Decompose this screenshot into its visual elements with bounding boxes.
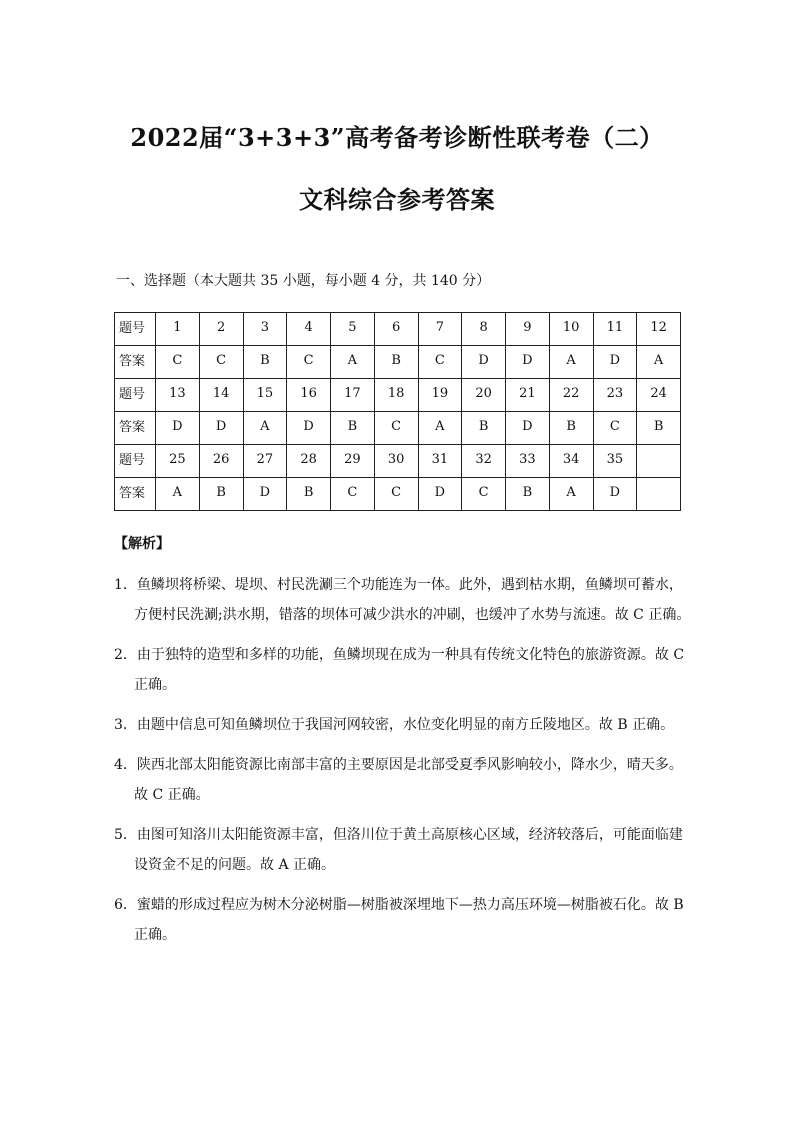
row-label: 答案	[115, 478, 156, 511]
answer-table-row	[115, 379, 681, 412]
question-number-cell: 10	[549, 313, 593, 346]
question-number-cell: 20	[462, 379, 506, 412]
question-number-cell: 30	[374, 445, 418, 478]
answer-cell: B	[549, 412, 593, 445]
row-label: 答案	[115, 412, 156, 445]
question-number-cell: 21	[506, 379, 550, 412]
question-number-cell: 24	[637, 379, 681, 412]
answer-cell: C	[462, 478, 506, 511]
question-number-cell: 33	[506, 445, 550, 478]
explanation-item: 4．陕西北部太阳能资源比南部丰富的主要原因是北部受夏季风影响较小，降水少，晴天多。故 C 正确。	[114, 757, 683, 803]
question-number-cell: 34	[549, 445, 593, 478]
question-number-cell: 18	[374, 379, 418, 412]
answer-cell: A	[331, 346, 375, 379]
answer-cell: C	[593, 412, 637, 445]
question-number-cell: 14	[199, 379, 243, 412]
question-number-cell: 3	[243, 313, 287, 346]
answer-cell: C	[156, 346, 200, 379]
explanation-list	[114, 570, 694, 960]
document-title: 2022届“3+3+3”高考备考诊断性联考卷（二）	[130, 123, 664, 152]
answer-cell: B	[506, 478, 550, 511]
answer-table-row	[115, 346, 681, 379]
question-number-cell: 26	[199, 445, 243, 478]
answer-table	[114, 312, 681, 511]
answer-cell: B	[331, 412, 375, 445]
answer-table-row	[115, 412, 681, 445]
answer-cell: C	[287, 346, 331, 379]
explanation-item: 5．由图可知洛川太阳能资源丰富，但洛川位于黄土高原核心区域，经济较落后，可能面临建设资金不足的问题。故 A 正确。	[114, 827, 683, 873]
answer-cell: A	[549, 346, 593, 379]
question-number-cell: 19	[418, 379, 462, 412]
answer-cell: B	[287, 478, 331, 511]
question-number-cell: 7	[418, 313, 462, 346]
answer-cell: B	[637, 412, 681, 445]
answer-cell: A	[637, 346, 681, 379]
answer-table-row	[115, 313, 681, 346]
answer-table-row	[115, 478, 681, 511]
question-number-cell: 27	[243, 445, 287, 478]
question-number-cell: 28	[287, 445, 331, 478]
question-number-cell: 35	[593, 445, 637, 478]
answer-cell: D	[243, 478, 287, 511]
answer-cell: A	[156, 478, 200, 511]
question-number-cell	[637, 445, 681, 478]
question-number-cell: 22	[549, 379, 593, 412]
answer-cell: C	[418, 346, 462, 379]
analysis-heading: 【解析】	[114, 536, 170, 552]
row-label: 题号	[115, 313, 156, 346]
answer-cell: C	[199, 346, 243, 379]
question-number-cell: 12	[637, 313, 681, 346]
question-number-cell: 4	[287, 313, 331, 346]
explanation-item: 3．由题中信息可知鱼鳞坝位于我国河网较密，水位变化明显的南方丘陵地区。故 B 正确。	[114, 717, 675, 733]
answer-cell: D	[593, 478, 637, 511]
answer-cell: A	[418, 412, 462, 445]
explanation-item: 1．鱼鳞坝将桥梁、堤坝、村民洗涮三个功能连为一体。此外，遇到枯水期，鱼鳞坝可蓄水，方便村民洗涮;洪水期，错落的坝体可减少洪水的冲刷，也缓冲了水势与流速。故 C 正确。	[114, 577, 691, 623]
question-number-cell: 16	[287, 379, 331, 412]
explanation-item: 6．蜜蜡的形成过程应为树木分泌树脂—树脂被深埋地下—热力高压环境—树脂被石化。故 B 正确。	[114, 897, 684, 943]
question-number-cell: 29	[331, 445, 375, 478]
answer-cell: A	[243, 412, 287, 445]
row-label: 题号	[115, 445, 156, 478]
question-number-cell: 1	[156, 313, 200, 346]
answer-cell: B	[243, 346, 287, 379]
answer-table-row	[115, 445, 681, 478]
question-number-cell: 32	[462, 445, 506, 478]
question-number-cell: 13	[156, 379, 200, 412]
answer-cell: B	[462, 412, 506, 445]
answer-cell: C	[374, 478, 418, 511]
question-number-cell: 11	[593, 313, 637, 346]
question-number-cell: 6	[374, 313, 418, 346]
answer-cell	[637, 478, 681, 511]
row-label: 题号	[115, 379, 156, 412]
question-number-cell: 23	[593, 379, 637, 412]
section-heading: 一、选择题（本大题共 35 小题，每小题 4 分，共 140 分）	[116, 273, 491, 289]
question-number-cell: 5	[331, 313, 375, 346]
answer-cell: D	[593, 346, 637, 379]
answer-cell: D	[418, 478, 462, 511]
question-number-cell: 31	[418, 445, 462, 478]
answer-cell: C	[374, 412, 418, 445]
answer-cell: A	[549, 478, 593, 511]
question-number-cell: 15	[243, 379, 287, 412]
answer-cell: D	[506, 346, 550, 379]
question-number-cell: 9	[506, 313, 550, 346]
answer-cell: D	[199, 412, 243, 445]
row-label: 答案	[115, 346, 156, 379]
question-number-cell: 17	[331, 379, 375, 412]
document-subtitle: 文科综合参考答案	[299, 185, 495, 214]
answer-cell: D	[287, 412, 331, 445]
question-number-cell: 2	[199, 313, 243, 346]
answer-cell: D	[462, 346, 506, 379]
answer-cell: D	[156, 412, 200, 445]
question-number-cell: 8	[462, 313, 506, 346]
answer-cell: C	[331, 478, 375, 511]
answer-cell: B	[199, 478, 243, 511]
answer-cell: B	[374, 346, 418, 379]
question-number-cell: 25	[156, 445, 200, 478]
explanation-item: 2．由于独特的造型和多样的功能，鱼鳞坝现在成为一种具有传统文化特色的旅游资源。故 C 正确。	[114, 647, 685, 693]
answer-cell: D	[506, 412, 550, 445]
